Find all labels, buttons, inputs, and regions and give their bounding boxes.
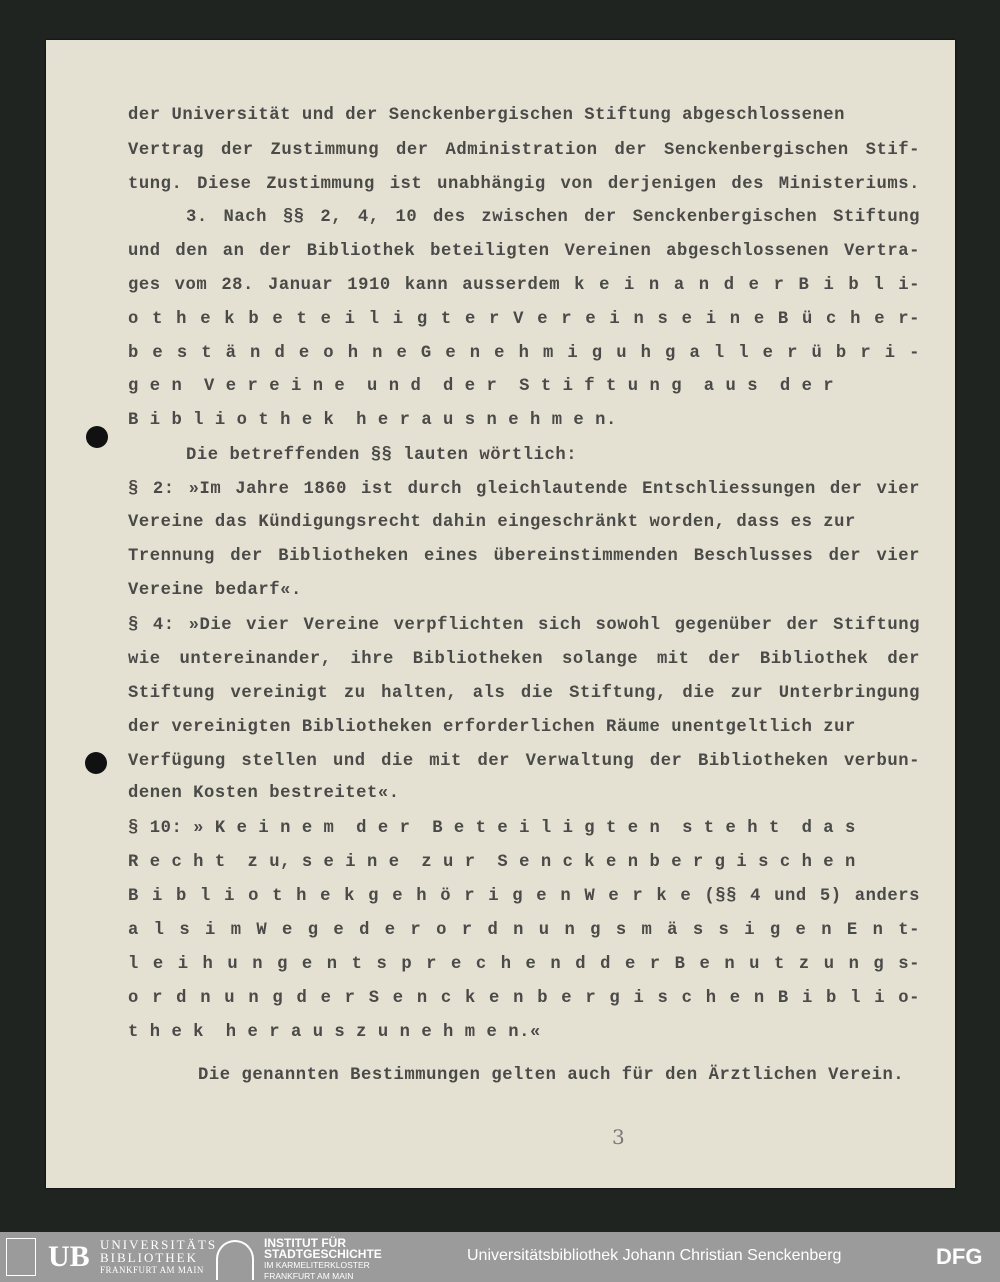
text-line: B i b l i o t h e k h e r a u s n e h m e n. bbox=[128, 411, 617, 430]
dfg-logo: DFG bbox=[936, 1244, 983, 1269]
text-line: o r d n u n g d e r S e n c k e n b e r g i s c h e n B i b l i o- bbox=[128, 989, 920, 1008]
punch-hole bbox=[85, 752, 107, 774]
text-line: Stiftung vereinigt zu halten, als die Stiftung, die zur Unterbringung bbox=[128, 684, 920, 703]
ub-line: BIBLIOTHEK bbox=[100, 1250, 198, 1265]
text-line: Die betreffenden §§ lauten wörtlich: bbox=[186, 446, 578, 465]
text-line: Die genannten Bestimmungen gelten auch für den Ärztlichen Verein. bbox=[198, 1066, 905, 1085]
isg-line: INSTITUT FÜR bbox=[264, 1236, 346, 1250]
ub-logo: UB bbox=[48, 1240, 90, 1273]
text-line: 3. Nach §§ 2, 4, 10 des zwischen der Senckenbergischen Stiftung bbox=[186, 208, 920, 227]
text-line: Vereine das Kündigungsrecht dahin eingeschränkt worden, dass es zur bbox=[128, 513, 856, 532]
isg-line: FRANKFURT AM MAIN bbox=[264, 1271, 354, 1281]
ub-line: FRANKFURT AM MAIN bbox=[100, 1265, 204, 1275]
isg-name bbox=[264, 1238, 382, 1282]
text-line: Verfügung stellen und die mit der Verwaltung der Bibliotheken verbun- bbox=[128, 752, 920, 771]
ub-portrait-icon bbox=[6, 1238, 36, 1276]
footer-bar bbox=[0, 1232, 1000, 1282]
text-line: b e s t ä n d e o h n e G e n e h m i g u h g a l l e r ü b r i - bbox=[128, 344, 920, 363]
text-line: der Universität und der Senckenbergischen Stiftung abgeschlossenen bbox=[128, 106, 846, 125]
isg-line: STADTGESCHICHTE bbox=[264, 1247, 382, 1261]
text-line: § 10: » K e i n e m d e r B e t e i l i g t e n s t e h t d a s bbox=[128, 819, 856, 838]
library-name: Universitätsbibliothek Johann Christian Senckenberg bbox=[467, 1247, 842, 1264]
ub-line: UNIVERSITÄTS bbox=[100, 1237, 218, 1252]
text-line: und den an der Bibliothek beteiligten Vereinen abgeschlossenen Vertra- bbox=[128, 242, 920, 261]
text-line: Trennung der Bibliotheken eines übereinstimmenden Beschlusses der vier bbox=[128, 547, 920, 566]
ub-name bbox=[100, 1238, 217, 1277]
text-line: § 4: »Die vier Vereine verpflichten sich sowohl gegenüber der Stiftung bbox=[128, 616, 920, 635]
text-line: § 2: »Im Jahre 1860 ist durch gleichlautende Entschliessungen der vier bbox=[128, 480, 920, 499]
text-line: a l s i m W e g e d e r o r d n u n g s m ä s s i g e n E n t- bbox=[128, 921, 920, 940]
isg-line: IM KARMELITERKLOSTER bbox=[264, 1260, 370, 1270]
text-line: o t h e k b e t e i l i g t e r V e r e i n s e i n e B ü c h e r- bbox=[128, 310, 920, 329]
text-line: g e n V e r e i n e u n d d e r S t i f t u n g a u s d e r bbox=[128, 377, 835, 396]
text-line: B i b l i o t h e k g e h ö r i g e n W e r k e (§§ 4 und 5) anders bbox=[128, 887, 920, 906]
text-line: tung. Diese Zustimmung ist unabhängig von derjenigen des Ministeriums. bbox=[128, 175, 920, 194]
text-line: l e i h u n g e n t s p r e c h e n d d e r B e n u t z u n g s- bbox=[128, 955, 920, 974]
text-line: t h e k h e r a u s z u n e h m e n.« bbox=[128, 1023, 541, 1042]
text-line: Vereine bedarf«. bbox=[128, 581, 302, 600]
isg-arch-icon bbox=[216, 1240, 254, 1280]
text-line: Vertrag der Zustimmung der Administration der Senckenbergischen Stif- bbox=[128, 141, 920, 160]
text-line: ges vom 28. Januar 1910 kann ausserdem k e i n a n d e r B i b l i- bbox=[128, 276, 920, 295]
punch-hole bbox=[86, 426, 108, 448]
page-number: 3 bbox=[612, 1125, 625, 1149]
text-line: wie untereinander, ihre Bibliotheken solange mit der Bibliothek der bbox=[128, 650, 920, 669]
text-line: denen Kosten bestreitet«. bbox=[128, 784, 400, 803]
text-line: R e c h t z u, s e i n e z u r S e n c k e n b e r g i s c h e n bbox=[128, 853, 856, 872]
text-line: der vereinigten Bibliotheken erforderlichen Räume unentgeltlich zur bbox=[128, 718, 856, 737]
